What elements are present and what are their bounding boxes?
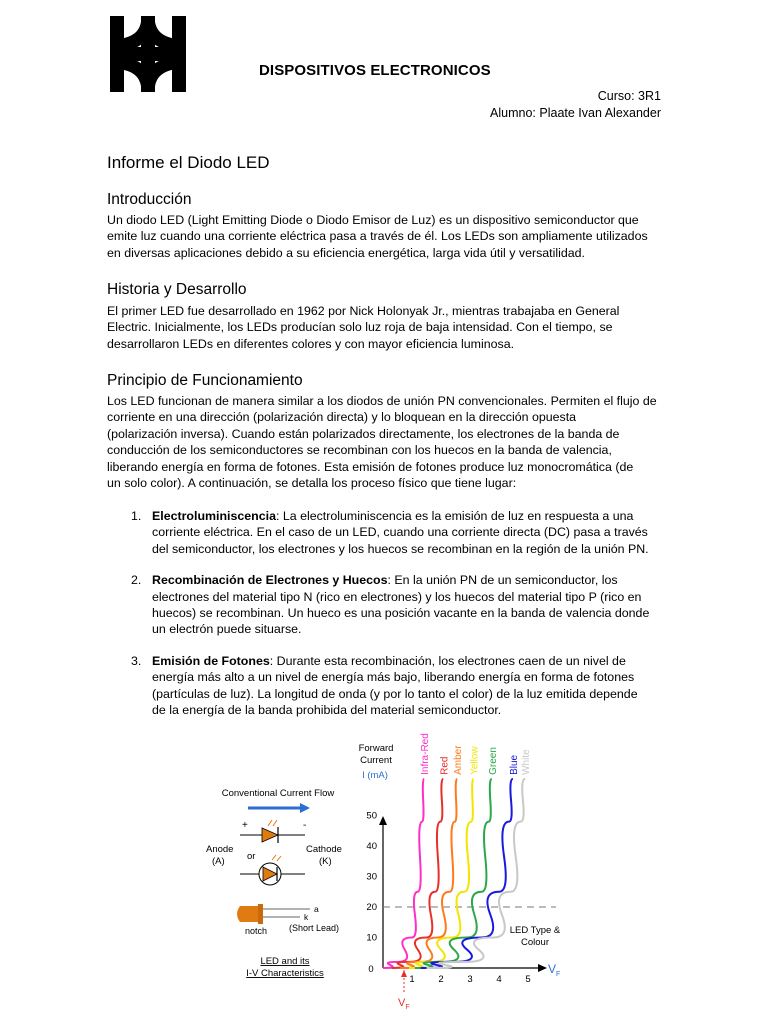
list-text: electrones del material tipo N (rico en electrones) y los huecos del material tipo P (rico en xyxy=(152,589,642,604)
report-title: Informe el Diodo LED xyxy=(107,153,270,172)
figure-caption-line1: LED and its xyxy=(260,956,310,967)
curve-label: Red xyxy=(439,756,451,775)
light-ray-icon xyxy=(273,820,277,826)
principle-line: conducción de los semiconductores se recombinan con los huecos en la banda de valencia, xyxy=(107,443,612,458)
x-tick-label: 4 xyxy=(496,974,502,985)
cathode-symbol: (K) xyxy=(319,856,332,867)
lead-a-label: a xyxy=(314,904,319,914)
anode-symbol: (A) xyxy=(212,856,225,867)
student-name: Alumno: Plaate Ivan Alexander xyxy=(490,106,661,120)
y-axis-unit: I (mA) xyxy=(362,770,388,781)
x-axis-label: $V_F$ xyxy=(548,962,561,978)
iv-curve-amber xyxy=(400,779,457,968)
process-list xyxy=(107,508,667,733)
heading-principio: Principio de Funcionamiento xyxy=(107,372,303,389)
list-text: (partículas de luz). La longitud de onda (y por lo tanto el color) de la luz emitida depende xyxy=(152,686,638,701)
principle-line: corriente en una dirección (polarización directa) y lo bloquean en la dirección opuesta xyxy=(107,410,577,425)
y-tick-label: 20 xyxy=(366,902,377,913)
curve-labels xyxy=(420,733,532,775)
intro-paragraph xyxy=(107,212,667,261)
principle-line: liberando energía en forma de fotones. Esta emisión de fotones produce luz monocromática (de xyxy=(107,459,634,474)
iv-chart xyxy=(359,733,561,1011)
y-tick-label: 50 xyxy=(366,810,377,822)
list-number: 1. xyxy=(131,509,142,523)
curve-label: Amber xyxy=(453,745,465,775)
intro-line: emite luz cuando una corriente eléctrica pasa a través de él. Los LEDs son ampliamente utilizados xyxy=(107,229,648,244)
legend-line1: LED Type & xyxy=(509,925,561,936)
principle-line: (polarización inversa). Cuando están polarizados directamente, los electrones de la banda de xyxy=(107,426,620,441)
list-item xyxy=(107,508,667,557)
y-tick-label: 10 xyxy=(366,932,377,944)
current-flow-label: Conventional Current Flow xyxy=(221,788,335,799)
list-term: Emisión de Fotones xyxy=(152,653,270,668)
curve-label: Yellow xyxy=(469,746,481,775)
list-text: de la energía de la banda prohibida del material semiconductor. xyxy=(152,703,502,718)
list-text: un electrón puede situarse. xyxy=(152,622,302,637)
led-symbol-diagram xyxy=(206,788,342,979)
history-paragraph xyxy=(107,303,667,352)
curve-label: Blue xyxy=(508,754,520,775)
light-ray-icon xyxy=(268,820,272,826)
list-text: : Durante esta recombinación, los electrones caen de un nivel de xyxy=(269,653,626,668)
lead-k-label: k xyxy=(304,912,309,922)
y-tick-label: 30 xyxy=(366,871,377,883)
or-label: or xyxy=(247,851,256,862)
current-flow-arrow-icon xyxy=(300,803,310,813)
list-term: Electroluminiscencia xyxy=(152,509,276,523)
iv-curve-red xyxy=(392,779,444,968)
principle-paragraph xyxy=(107,393,667,491)
x-tick-label: 2 xyxy=(438,974,444,985)
physical-led-icon xyxy=(237,906,258,922)
heading-introduccion: Introducción xyxy=(107,191,192,208)
y-ticks xyxy=(366,811,377,944)
heading-historia: Historia y Desarrollo xyxy=(107,281,247,298)
short-lead-label: (Short Lead) xyxy=(289,923,340,933)
list-text: corriente eléctrica. En el caso de un LED, cuando una corriente directa (DC) pasa a través xyxy=(152,525,648,540)
x-axis-arrow-icon xyxy=(538,964,547,972)
led-base-icon xyxy=(258,904,263,924)
vf-marker-label: $V_F$ xyxy=(398,997,410,1011)
history-line: El primer LED fue desarrollado en 1962 por Nick Holonyak Jr., mientras trabajaba en General xyxy=(107,304,620,318)
list-number: 3. xyxy=(131,653,142,668)
vf-marker-arrow-icon xyxy=(401,970,407,977)
minus-sign: - xyxy=(303,820,307,831)
figure-caption-line2: I-V Characteristics xyxy=(246,968,324,979)
course-title: DISPOSITIVOS ELECTRONICOS xyxy=(259,62,491,79)
x-tick-label: 5 xyxy=(525,974,531,985)
plus-sign: + xyxy=(242,820,248,831)
x-tick-label: 3 xyxy=(467,974,473,985)
y-axis-arrow-icon xyxy=(379,816,387,825)
university-logo xyxy=(110,16,186,92)
list-text: : En la unión PN de un semiconductor, los xyxy=(387,573,618,588)
intro-line: Un diodo LED (Light Emitting Diode o Diodo Emisor de Luz) es un dispositivo semiconductor que xyxy=(107,213,639,227)
list-term: Recombinación de Electrones y Huecos xyxy=(152,573,388,588)
legend-line2: Colour xyxy=(521,937,549,948)
list-text: del semiconductor, los electrones y los huecos se recombinan en la región de la unión PN. xyxy=(152,541,649,556)
list-text: huecos) se recombinan. Un hueco es una posición vacante en la banda de valencia donde xyxy=(152,606,650,621)
led-iv-figure xyxy=(0,728,768,1024)
intro-line: en diversas aplicaciones debido a su eficiencia energética, larga vida útil y versatilidad. xyxy=(107,245,586,260)
x-tick-label: 0 xyxy=(368,964,374,975)
iv-curve-blue xyxy=(421,779,513,968)
principle-line: Los LED funcionan de manera similar a los diodos de unión PN convencionales. Permiten el flujo de xyxy=(107,394,657,408)
list-number: 2. xyxy=(131,573,142,588)
curve-label: White xyxy=(521,749,533,775)
list-text: energía más alto a un nivel de energía más bajo, liberando energía en forma de fotones xyxy=(152,670,635,685)
list-text: : La electroluminiscencia es la emisión de luz en respuesta a una xyxy=(275,509,634,523)
x-tick-label: 1 xyxy=(409,974,415,985)
y-axis-title-line2: Current xyxy=(360,755,392,766)
y-axis-title-line1: Forward xyxy=(358,743,394,754)
list-item xyxy=(107,572,667,638)
cathode-label: Cathode xyxy=(306,844,342,855)
y-tick-label: 40 xyxy=(366,841,377,852)
curve-label: Green xyxy=(487,747,499,775)
led-diode-icon xyxy=(262,828,278,842)
light-ray-icon xyxy=(272,855,276,860)
curve-label: Infra-Red xyxy=(420,733,432,775)
anode-label: Anode xyxy=(206,844,234,855)
course-code: Curso: 3R1 xyxy=(597,89,661,103)
history-line: Electric. Inicialmente, los LEDs producían solo luz roja de baja intensidad. Con el tiempo, se xyxy=(107,320,613,335)
notch-label: notch xyxy=(245,926,268,936)
led-diode-icon-2 xyxy=(263,867,277,881)
list-item xyxy=(107,653,667,719)
principle-line: un solo color). A continuación, se detalla los proceso físico que tiene lugar: xyxy=(107,476,517,491)
light-ray-icon xyxy=(277,856,281,861)
history-line: desarrollaron LEDs en diferentes colores y con mayor eficiencia luminosa. xyxy=(107,336,515,351)
iv-curves xyxy=(383,779,525,968)
